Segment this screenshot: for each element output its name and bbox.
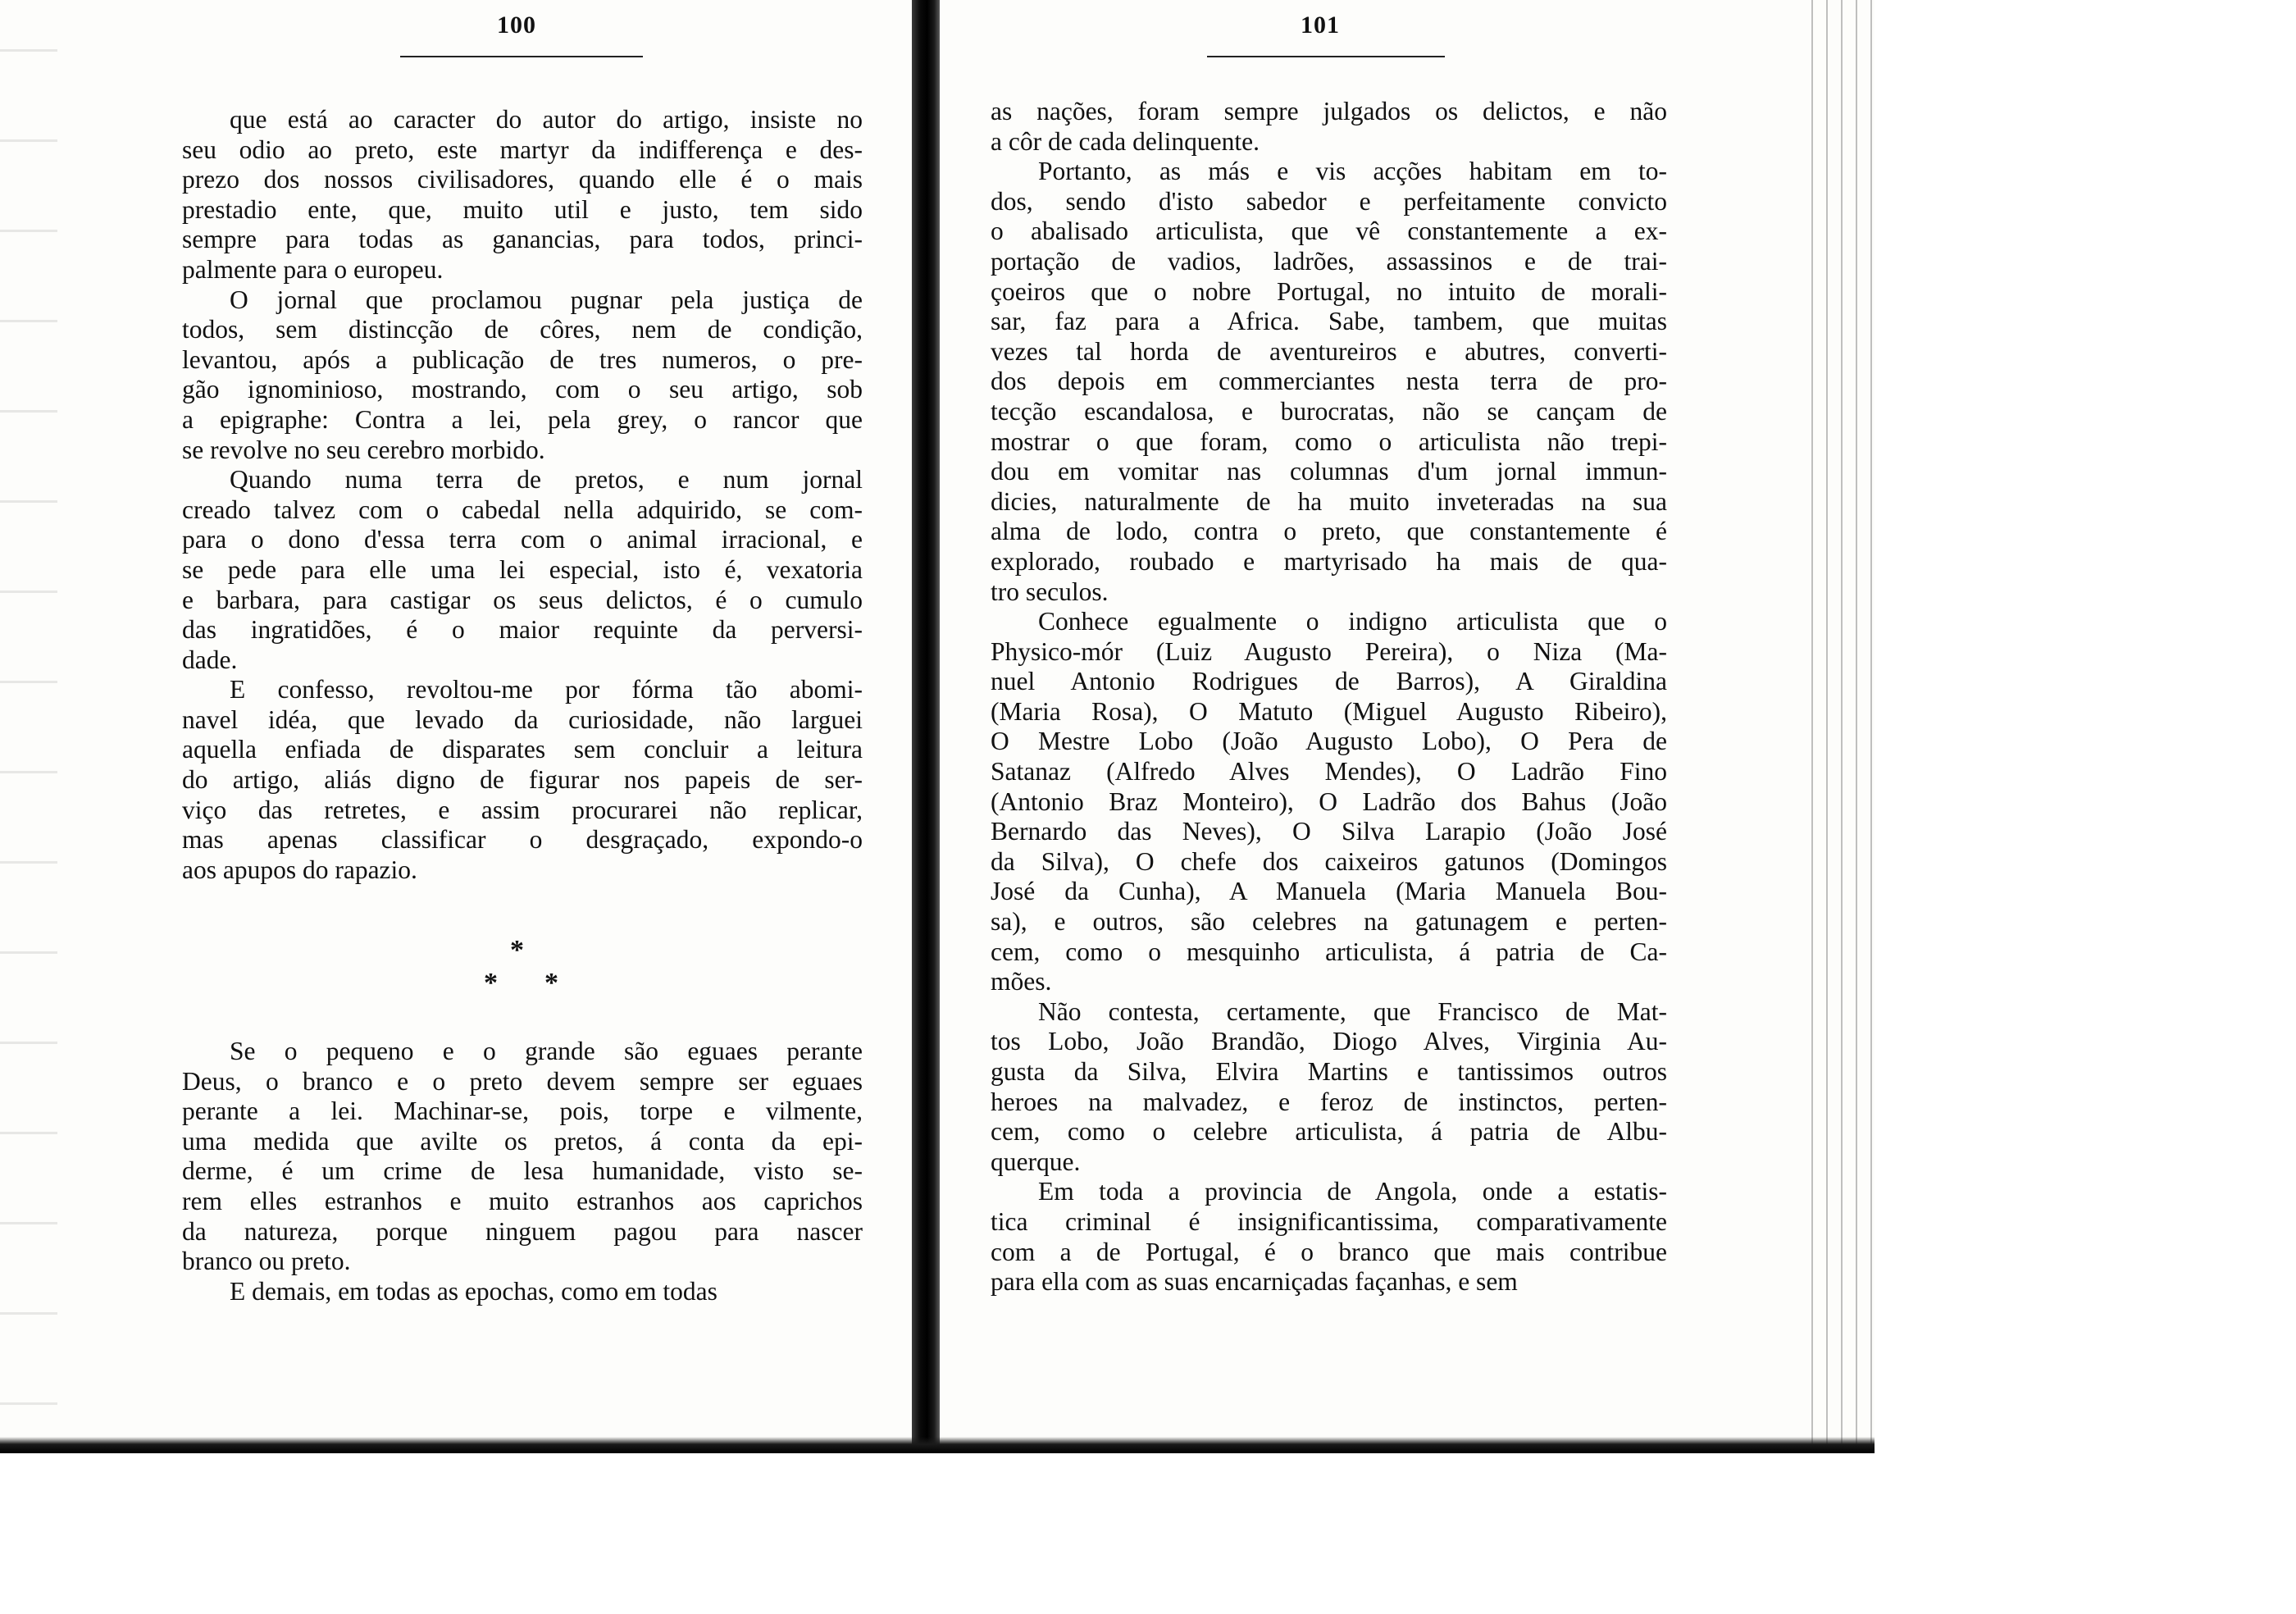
- text-line: explorado, roubado e martyrisado ha mais de qua-: [991, 546, 1667, 576]
- text-line: mões.: [991, 967, 1052, 996]
- text-line: O Mestre Lobo (João Augusto Lobo), O Pera de: [991, 727, 1667, 756]
- text-line: mostrar o que foram, como o articulista não trepi-: [991, 426, 1667, 456]
- text-line: que está ao caracter do autor do artigo, insiste no: [230, 105, 863, 134]
- text-line: portação de vadios, ladrões, assassinos e de trai-: [991, 246, 1667, 276]
- text-line: Satanaz (Alfredo Alves Mendes), O Ladrão Fino: [991, 757, 1667, 786]
- text-line: tecção escandalosa, e burocratas, não se cançam de: [991, 396, 1667, 426]
- text-line: mas apenas classificar o desgraçado, expondo-o: [182, 825, 863, 855]
- asterisk: *: [544, 968, 558, 998]
- text-line: branco ou preto.: [182, 1247, 351, 1276]
- text-line: querque.: [991, 1147, 1081, 1176]
- text-line: e barbara, para castigar os seus delictos, é o cumulo: [182, 585, 863, 614]
- text-line: para ella com as suas encarniçadas façanhas, e sem: [991, 1267, 1518, 1297]
- text-line: derme, é um crime de lesa humanidade, visto se-: [182, 1156, 863, 1186]
- text-line: José da Cunha), A Manuela (Maria Manuela Bou-: [991, 877, 1667, 906]
- left-text-block-bottom: [182, 1037, 863, 1306]
- book-gutter: [912, 0, 940, 1453]
- text-line: (Antonio Braz Monteiro), O Ladrão dos Bahus (João: [991, 786, 1667, 816]
- page-stack-edge: [1804, 0, 1875, 1453]
- text-line: dicies, naturalmente de ha muito inveteradas na sua: [991, 486, 1667, 516]
- text-line: creado talvez com o cabedal nella adquirido, se com-: [182, 495, 863, 524]
- text-line: Se o pequeno e o grande são eguaes perante: [230, 1037, 863, 1065]
- text-line: prezo dos nossos civilisadores, quando elle é o mais: [182, 165, 863, 194]
- text-line: viço das retretes, e assim procurarei não replicar,: [182, 795, 863, 824]
- text-line: prestadio ente, que, muito util e justo, tem sido: [182, 194, 863, 224]
- text-line: E confesso, revoltou-me por fórma tão abomi-: [230, 675, 863, 704]
- text-line: alma de lodo, contra o preto, que constantemente é: [991, 517, 1667, 546]
- text-line: as nações, foram sempre julgados os delictos, e não: [991, 97, 1667, 125]
- text-line: (Maria Rosa), O Matuto (Miguel Augusto Ribeiro),: [991, 696, 1667, 726]
- text-line: dos depois em commerciantes nesta terra de pro-: [991, 367, 1667, 396]
- page-number: 101: [1301, 11, 1340, 39]
- text-line: se pede para elle uma lei especial, isto é, vexatoria: [182, 554, 863, 584]
- text-line: Deus, o branco e o preto devem sempre ser eguaes: [182, 1066, 863, 1096]
- text-line: Conhece egualmente o indigno articulista que o: [1038, 607, 1667, 636]
- text-line: O jornal que proclamou pugnar pela justiça de: [230, 285, 863, 314]
- text-line: cem, como o celebre articulista, á patria de Albu-: [991, 1117, 1667, 1147]
- text-line: tos Lobo, João Brandão, Diogo Alves, Virginia Au-: [991, 1027, 1667, 1056]
- left-page: [0, 0, 927, 1453]
- text-line: dade.: [182, 645, 238, 674]
- text-line: das ingratidões, é o maior requinte da perversi-: [182, 615, 863, 645]
- text-line: vezes tal horda de aventureiros e abutres, converti-: [991, 336, 1667, 366]
- asterism-separator: [459, 935, 574, 1001]
- text-line: navel idéa, que levado da curiosidade, não larguei: [182, 704, 863, 734]
- text-line: Quando numa terra de pretos, e num jornal: [230, 465, 863, 495]
- text-line: tro seculos.: [991, 577, 1109, 606]
- text-line: seu odio ao preto, este martyr da indifferença e des-: [182, 134, 863, 164]
- text-line: a epigraphe: Contra a lei, pela grey, o rancor que: [182, 404, 863, 434]
- text-line: sempre para todas as ganancias, para todos, princi-: [182, 225, 863, 254]
- text-line: heroes na malvadez, e feroz de instinctos, perten-: [991, 1087, 1667, 1116]
- text-line: o abalisado articulista, que vê constantemente a ex-: [991, 217, 1667, 246]
- left-text-block-top: [182, 105, 863, 885]
- text-line: todos, sem distincção de côres, nem de condição,: [182, 315, 863, 344]
- text-line: dos, sendo d'isto sabedor e perfeitamente convicto: [991, 186, 1667, 216]
- text-line: da Silva), O chefe dos caixeiros gatunos (Domingos: [991, 846, 1667, 876]
- text-line: uma medida que avilte os pretos, á conta da epi-: [182, 1126, 863, 1156]
- text-line: rem elles estranhos e muito estranhos aos caprichos: [182, 1186, 863, 1215]
- text-line: Physico-mór (Luiz Augusto Pereira), o Niza (Ma-: [991, 636, 1667, 666]
- scan-bottom-edge: [0, 1437, 1875, 1453]
- asterisk: *: [484, 968, 498, 998]
- text-line: sar, faz para a Africa. Sabe, tambem, que muitas: [991, 307, 1667, 336]
- asterisk: *: [510, 935, 524, 965]
- text-line: levantou, após a publicação de tres numeros, o pre-: [182, 344, 863, 374]
- header-rule: [400, 56, 643, 57]
- text-line: perante a lei. Machinar-se, pois, torpe e vilmente,: [182, 1097, 863, 1126]
- text-line: a côr de cada delinquente.: [991, 126, 1260, 156]
- text-line: da natureza, porque ninguem pagou para nascer: [182, 1216, 863, 1246]
- page-number: 100: [497, 11, 536, 39]
- header-rule: [1207, 56, 1445, 57]
- text-line: Não contesta, certamente, que Francisco de Mat-: [1038, 996, 1667, 1026]
- text-line: aquella enfiada de disparates sem concluir a leitura: [182, 735, 863, 764]
- right-text-block: [991, 97, 1667, 1297]
- text-line: sa), e outros, são celebres na gatunagem e perten-: [991, 907, 1667, 937]
- text-line: nuel Antonio Rodrigues de Barros), A Giraldina: [991, 667, 1667, 696]
- text-line: com a de Portugal, é o branco que mais contribue: [991, 1237, 1667, 1266]
- text-line: tica criminal é insignificantissima, comparativamente: [991, 1206, 1667, 1236]
- text-line: para o dono d'essa terra com o animal irracional, e: [182, 525, 863, 554]
- right-page: [940, 0, 1875, 1453]
- text-line: aos apupos do rapazio.: [182, 855, 417, 884]
- text-line: se revolve no seu cerebro morbido.: [182, 435, 545, 464]
- text-line: cem, como o mesquinho articulista, á patria de Ca-: [991, 937, 1667, 966]
- text-line: çoeiros que o nobre Portugal, no intuito de morali-: [991, 276, 1667, 306]
- text-line: gusta da Silva, Elvira Martins e tantissimos outros: [991, 1057, 1667, 1086]
- text-line: Em toda a provincia de Angola, onde a estatis-: [1038, 1177, 1667, 1206]
- text-line: palmente para o europeu.: [182, 254, 444, 284]
- text-line: Portanto, as más e vis acções habitam em to-: [1038, 157, 1667, 186]
- text-line: do artigo, aliás digno de figurar nos papeis de ser-: [182, 765, 863, 795]
- text-line: gão ignominioso, mostrando, com o seu artigo, sob: [182, 375, 863, 404]
- text-line: dou em vomitar nas columnas d'um jornal immun-: [991, 457, 1667, 486]
- text-line: E demais, em todas as epochas, como em todas: [230, 1276, 718, 1306]
- text-line: Bernardo das Neves), O Silva Larapio (João José: [991, 817, 1667, 846]
